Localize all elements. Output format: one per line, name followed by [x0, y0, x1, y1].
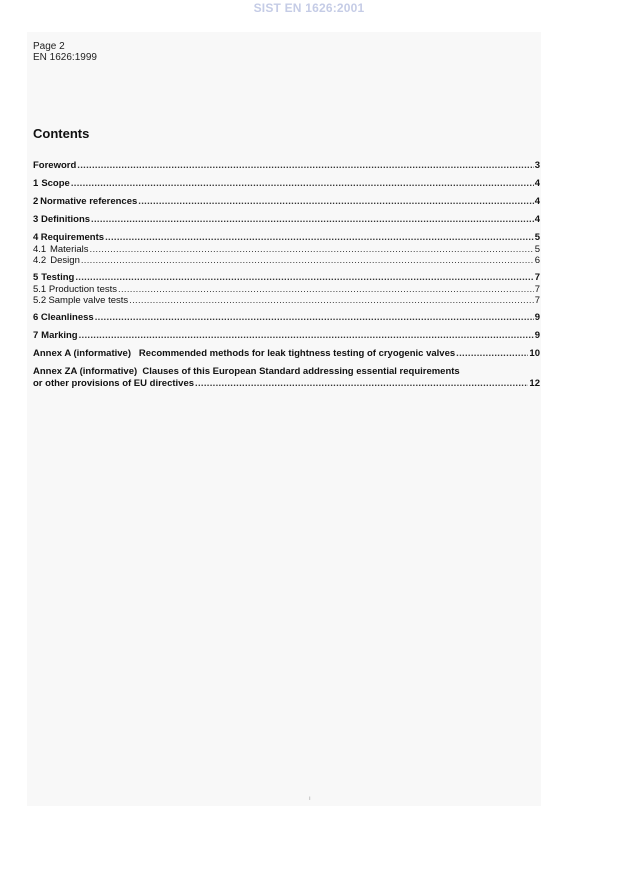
toc-label: Normative references [40, 196, 138, 207]
toc-number: 4.2 [33, 255, 47, 266]
toc-page: 7 [534, 295, 540, 306]
page-header [33, 41, 97, 63]
toc-entry-testing[interactable] [33, 272, 540, 284]
toc-entry-marking[interactable] [33, 330, 540, 342]
toc-page: 4 [534, 196, 540, 207]
toc-label: Annex A (informative) Recommended methods for leak tightness testing of cryogenic valves [33, 348, 456, 359]
toc-number: 3 [33, 214, 39, 225]
toc-leader [129, 295, 534, 306]
toc-entry-scope[interactable] [33, 178, 540, 190]
toc-entry-normative-references[interactable] [33, 196, 540, 208]
toc-label: Scope [41, 178, 70, 189]
toc-number: 5 [33, 272, 39, 283]
toc-page: 5 [534, 244, 540, 255]
toc-label: Testing [41, 272, 75, 283]
toc-leader [81, 255, 534, 266]
toc-leader [118, 284, 534, 295]
toc-entry-materials[interactable] [33, 244, 540, 255]
watermark: SIST EN 1626:2001 [253, 1, 365, 15]
toc-label: Marking [41, 330, 78, 341]
toc-page: 3 [534, 160, 540, 171]
toc-entry-annex-a[interactable] [33, 348, 540, 360]
toc-leader [456, 348, 528, 360]
toc-leader [195, 378, 528, 390]
scan-mark: ı [309, 796, 311, 802]
table-of-contents [33, 160, 540, 390]
toc-label: Definitions [40, 214, 91, 225]
toc-leader [105, 232, 534, 244]
toc-label: Design [50, 255, 80, 266]
toc-label: Foreword [33, 160, 77, 171]
page-number: Page 2 [33, 41, 65, 52]
toc-entry-production-tests[interactable] [33, 284, 540, 295]
toc-number: 6 [33, 312, 39, 323]
toc-leader [91, 214, 534, 226]
toc-entry-sample-valve-tests[interactable] [33, 295, 540, 306]
toc-label-continued: or other provisions of EU directives [33, 378, 195, 389]
toc-label: Cleanliness [40, 312, 94, 323]
toc-leader [138, 196, 533, 208]
toc-number: 1 [33, 178, 39, 189]
toc-label: Requirements [40, 232, 105, 243]
toc-page: 9 [534, 330, 540, 341]
toc-label: Sample valve tests [48, 295, 129, 306]
toc-page: 5 [534, 232, 540, 243]
toc-page: 4 [534, 178, 540, 189]
toc-leader [79, 330, 534, 342]
toc-entry-requirements[interactable] [33, 232, 540, 244]
toc-page: 10 [529, 348, 540, 359]
toc-page: 7 [534, 272, 540, 283]
toc-number: 7 [33, 330, 39, 341]
toc-page: 4 [534, 214, 540, 225]
toc-label: Materials [49, 244, 89, 255]
toc-entry-cleanliness[interactable] [33, 312, 540, 324]
toc-entry-foreword[interactable] [33, 160, 540, 172]
toc-page: 6 [534, 255, 540, 266]
toc-number: 5.2 [33, 295, 47, 306]
toc-number: 2 [33, 196, 39, 207]
toc-entry-definitions[interactable] [33, 214, 540, 226]
toc-label: Annex ZA (informative) Clauses of this European Standard addressing essential requirements [33, 366, 460, 377]
toc-number: 5.1 [33, 284, 47, 295]
toc-leader [95, 312, 534, 324]
toc-entry-design[interactable] [33, 255, 540, 266]
toc-number: 4.1 [33, 244, 47, 255]
contents-title: Contents [33, 126, 90, 141]
toc-page: 12 [529, 378, 540, 389]
toc-leader [90, 244, 534, 255]
toc-leader [71, 178, 534, 190]
toc-page: 7 [534, 284, 540, 295]
toc-entry-annex-za[interactable] [33, 366, 540, 390]
page-sheet [27, 32, 541, 806]
toc-leader [75, 272, 533, 284]
toc-page: 9 [534, 312, 540, 323]
toc-leader [77, 160, 533, 172]
standard-number: EN 1626:1999 [33, 52, 97, 63]
toc-number: 4 [33, 232, 39, 243]
toc-label: Production tests [48, 284, 117, 295]
